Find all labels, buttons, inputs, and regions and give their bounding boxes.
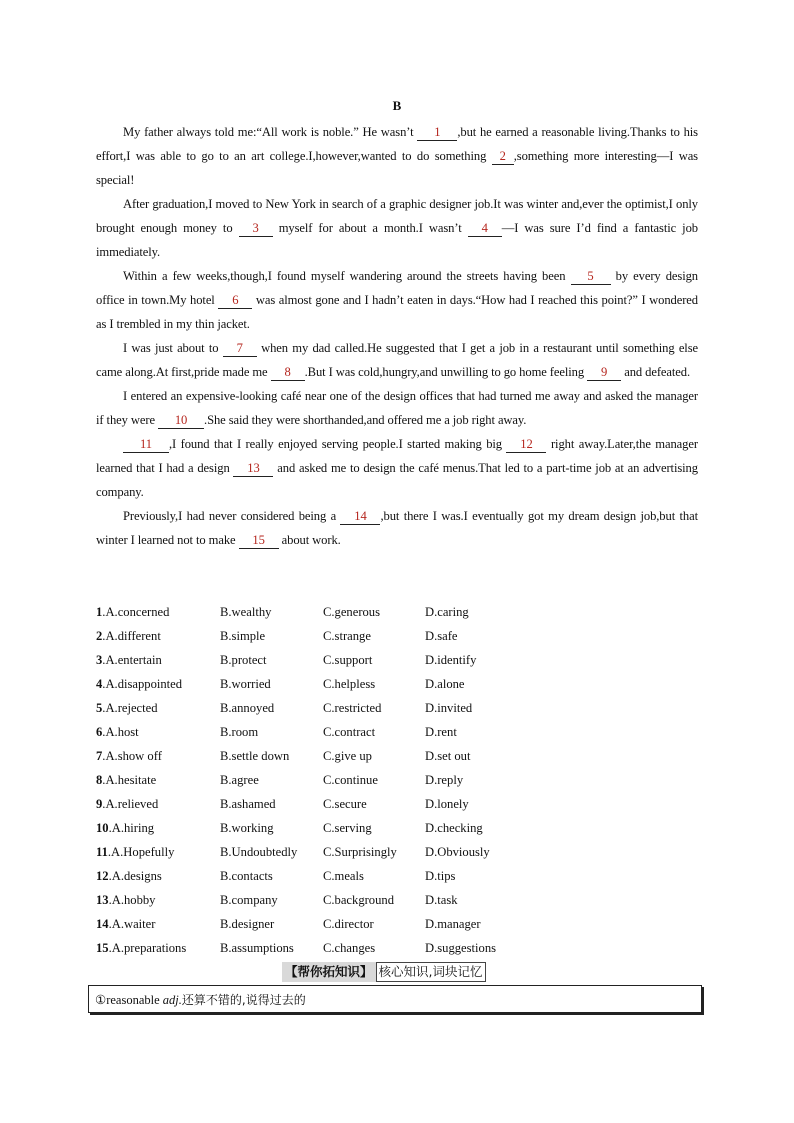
option-a (96, 912, 220, 936)
option-b: B.agree (220, 773, 259, 787)
passage-text: Within a few weeks,though,I found myself wandering around the streets having been (123, 269, 566, 283)
passage-text: ,but he earned a reasonable living.Thanks to his effort,I was able to go to an art college.I,however,wanted to do something (96, 125, 698, 163)
option-d: D.lonely (425, 797, 469, 811)
passage (96, 120, 698, 552)
option-c: C.strange (323, 629, 371, 643)
option-row-7 (96, 744, 706, 768)
passage-text: Previously,I had never considered being a (123, 509, 337, 523)
option-text: .A.different (102, 629, 161, 643)
option-d: D.rent (425, 725, 457, 739)
option-d: D.tips (425, 869, 456, 883)
passage-text: when my dad called.He suggested that I get a job in a restaurant until something else came along.At first,pride made me (96, 341, 698, 379)
option-d: D.set out (425, 749, 471, 763)
option-text: .A.show off (102, 749, 162, 763)
passage-text: ,but there I was.I eventually got my dream design job,but that winter I learned not to make (96, 509, 698, 547)
option-d: D.task (425, 893, 458, 907)
passage-text: and defeated. (624, 365, 691, 379)
paragraph-5 (96, 384, 698, 432)
question-number: 4 (96, 677, 103, 691)
question-number: 1 (96, 605, 103, 619)
option-c: C.meals (323, 869, 364, 883)
option-d: D.caring (425, 605, 469, 619)
paragraph-2 (96, 192, 698, 264)
option-b: B.designer (220, 917, 275, 931)
option-c: C.serving (323, 821, 372, 835)
blank-2: 2 (492, 148, 514, 165)
question-number: 15 (96, 941, 109, 955)
question-number: 14 (96, 917, 109, 931)
option-c: C.give up (323, 749, 372, 763)
option-text: .A.hesitate (102, 773, 157, 787)
knowledge-box (88, 985, 702, 1013)
option-text: .A.designs (108, 869, 162, 883)
passage-text: I entered an expensive-looking café near one of the design offices that had turned me away and asked the manager if they were (96, 389, 698, 427)
option-c: C.continue (323, 773, 378, 787)
option-text: .A.rejected (102, 701, 158, 715)
option-a (96, 816, 220, 840)
question-number: 5 (96, 701, 103, 715)
passage-text: I was just about to (123, 341, 219, 355)
option-d: D.invited (425, 701, 473, 715)
option-text: .A.host (102, 725, 139, 739)
option-c: C.generous (323, 605, 381, 619)
passage-text: ,I found that I really enjoyed serving people.I started making big (169, 437, 502, 451)
option-b: B.assumptions (220, 941, 294, 955)
passage-text: —I was sure I’d find a fantastic job immediately. (96, 221, 698, 259)
question-number: 11 (96, 845, 108, 859)
blank-1: 1 (417, 124, 457, 141)
question-number: 13 (96, 893, 109, 907)
paragraph-1 (96, 120, 698, 192)
passage-text: and asked me to design the café menus.That led to a part-time job at an advertising company. (96, 461, 698, 499)
knowledge-header (282, 962, 486, 982)
option-a (96, 888, 220, 912)
paragraph-7 (96, 504, 698, 552)
option-a (96, 864, 220, 888)
blank-13: 13 (233, 460, 273, 477)
passage-text: .She said they were shorthanded,and offered me a job right away. (204, 413, 527, 427)
option-a (96, 648, 220, 672)
option-c: C.helpless (323, 677, 376, 691)
option-c: C.support (323, 653, 373, 667)
option-b: B.annoyed (220, 701, 275, 715)
option-row-10 (96, 816, 706, 840)
option-text: .A.concerned (102, 605, 170, 619)
knowledge-tag: 【帮你拓知识】 (282, 962, 376, 982)
option-text: .A.waiter (108, 917, 156, 931)
item-word: reasonable (106, 993, 160, 1007)
option-b: B.wealthy (220, 605, 272, 619)
option-c: C.Surprisingly (323, 845, 397, 859)
blank-3: 3 (239, 220, 273, 237)
option-row-3 (96, 648, 706, 672)
item-meaning: 还算不错的,说得过去的 (181, 993, 306, 1007)
option-c: C.changes (323, 941, 376, 955)
option-d: D.identify (425, 653, 477, 667)
option-row-6 (96, 720, 706, 744)
question-number: 12 (96, 869, 109, 883)
passage-text: .But I was cold,hungry,and unwilling to go home feeling (304, 365, 585, 379)
option-a (96, 600, 220, 624)
question-number: 9 (96, 797, 103, 811)
option-text: .A.hobby (108, 893, 156, 907)
option-a (96, 624, 220, 648)
paragraph-4 (96, 336, 698, 384)
option-b: B.simple (220, 629, 266, 643)
paragraph-6 (96, 432, 698, 504)
option-a (96, 672, 220, 696)
passage-text: about work. (281, 533, 341, 547)
option-a (96, 720, 220, 744)
option-text: .A.entertain (102, 653, 162, 667)
option-d: D.alone (425, 677, 465, 691)
knowledge-subtitle: 核心知识,词块记忆 (376, 962, 486, 982)
blank-4: 4 (468, 220, 502, 237)
option-row-9 (96, 792, 706, 816)
passage-text: myself for about a month.I wasn’t (278, 221, 462, 235)
option-b: B.contacts (220, 869, 273, 883)
passage-text: by every design office in town.My hotel (96, 269, 698, 307)
option-b: B.Undoubtedly (220, 845, 298, 859)
option-a (96, 696, 220, 720)
passage-text: ,something more interesting—I was special! (96, 149, 698, 187)
option-row-15 (96, 936, 706, 960)
option-a (96, 840, 220, 864)
question-number: 3 (96, 653, 103, 667)
option-c: C.contract (323, 725, 376, 739)
option-c: C.secure (323, 797, 367, 811)
option-row-14 (96, 912, 706, 936)
blank-12: 12 (506, 436, 546, 453)
option-d: D.manager (425, 917, 481, 931)
question-number: 8 (96, 773, 103, 787)
item-marker: ① (95, 993, 107, 1007)
option-text: .A.Hopefully (107, 845, 175, 859)
option-a (96, 768, 220, 792)
option-b: B.worried (220, 677, 271, 691)
option-b: B.working (220, 821, 274, 835)
option-a (96, 792, 220, 816)
option-d: D.reply (425, 773, 464, 787)
option-row-11 (96, 840, 706, 864)
option-text: .A.relieved (102, 797, 159, 811)
option-d: D.safe (425, 629, 458, 643)
option-d: D.suggestions (425, 941, 497, 955)
blank-11: 11 (123, 436, 169, 453)
option-text: .A.preparations (108, 941, 187, 955)
options-list (96, 600, 706, 960)
option-row-5 (96, 696, 706, 720)
blank-6: 6 (218, 292, 252, 309)
option-d: D.checking (425, 821, 483, 835)
question-number: 2 (96, 629, 103, 643)
option-b: B.ashamed (220, 797, 276, 811)
option-row-1 (96, 600, 706, 624)
option-a (96, 936, 220, 960)
passage-text: was almost gone and I hadn’t eaten in days.“How had I reached this point?” I wondered as I trembled in my thin jacket. (96, 293, 698, 331)
blank-9: 9 (587, 364, 621, 381)
option-c: C.director (323, 917, 374, 931)
blank-10: 10 (158, 412, 204, 429)
option-row-2 (96, 624, 706, 648)
option-text: .A.hiring (108, 821, 155, 835)
passage-text: My father always told me:“All work is noble.” He wasn’t (123, 125, 414, 139)
question-number: 7 (96, 749, 103, 763)
option-row-13 (96, 888, 706, 912)
option-c: C.background (323, 893, 394, 907)
passage-text: right away.Later,the manager learned that I had a design (96, 437, 698, 475)
option-row-4 (96, 672, 706, 696)
passage-text: After graduation,I moved to New York in search of a graphic designer job.It was winter and,ever the optimist,I only brought enough money to (96, 197, 698, 235)
item-pos: adj. (162, 993, 182, 1007)
blank-15: 15 (239, 532, 279, 549)
paragraph-3 (96, 264, 698, 336)
option-text: .A.disappointed (102, 677, 183, 691)
option-c: C.restricted (323, 701, 382, 715)
option-row-12 (96, 864, 706, 888)
blank-14: 14 (340, 508, 380, 525)
option-row-8 (96, 768, 706, 792)
question-number: 6 (96, 725, 103, 739)
option-d: D.Obviously (425, 845, 490, 859)
option-b: B.protect (220, 653, 267, 667)
option-b: B.company (220, 893, 278, 907)
option-a (96, 744, 220, 768)
blank-8: 8 (271, 364, 305, 381)
blank-7: 7 (223, 340, 257, 357)
question-number: 10 (96, 821, 109, 835)
section-title: B (392, 98, 402, 113)
blank-5: 5 (571, 268, 611, 285)
option-b: B.settle down (220, 749, 290, 763)
option-b: B.room (220, 725, 259, 739)
